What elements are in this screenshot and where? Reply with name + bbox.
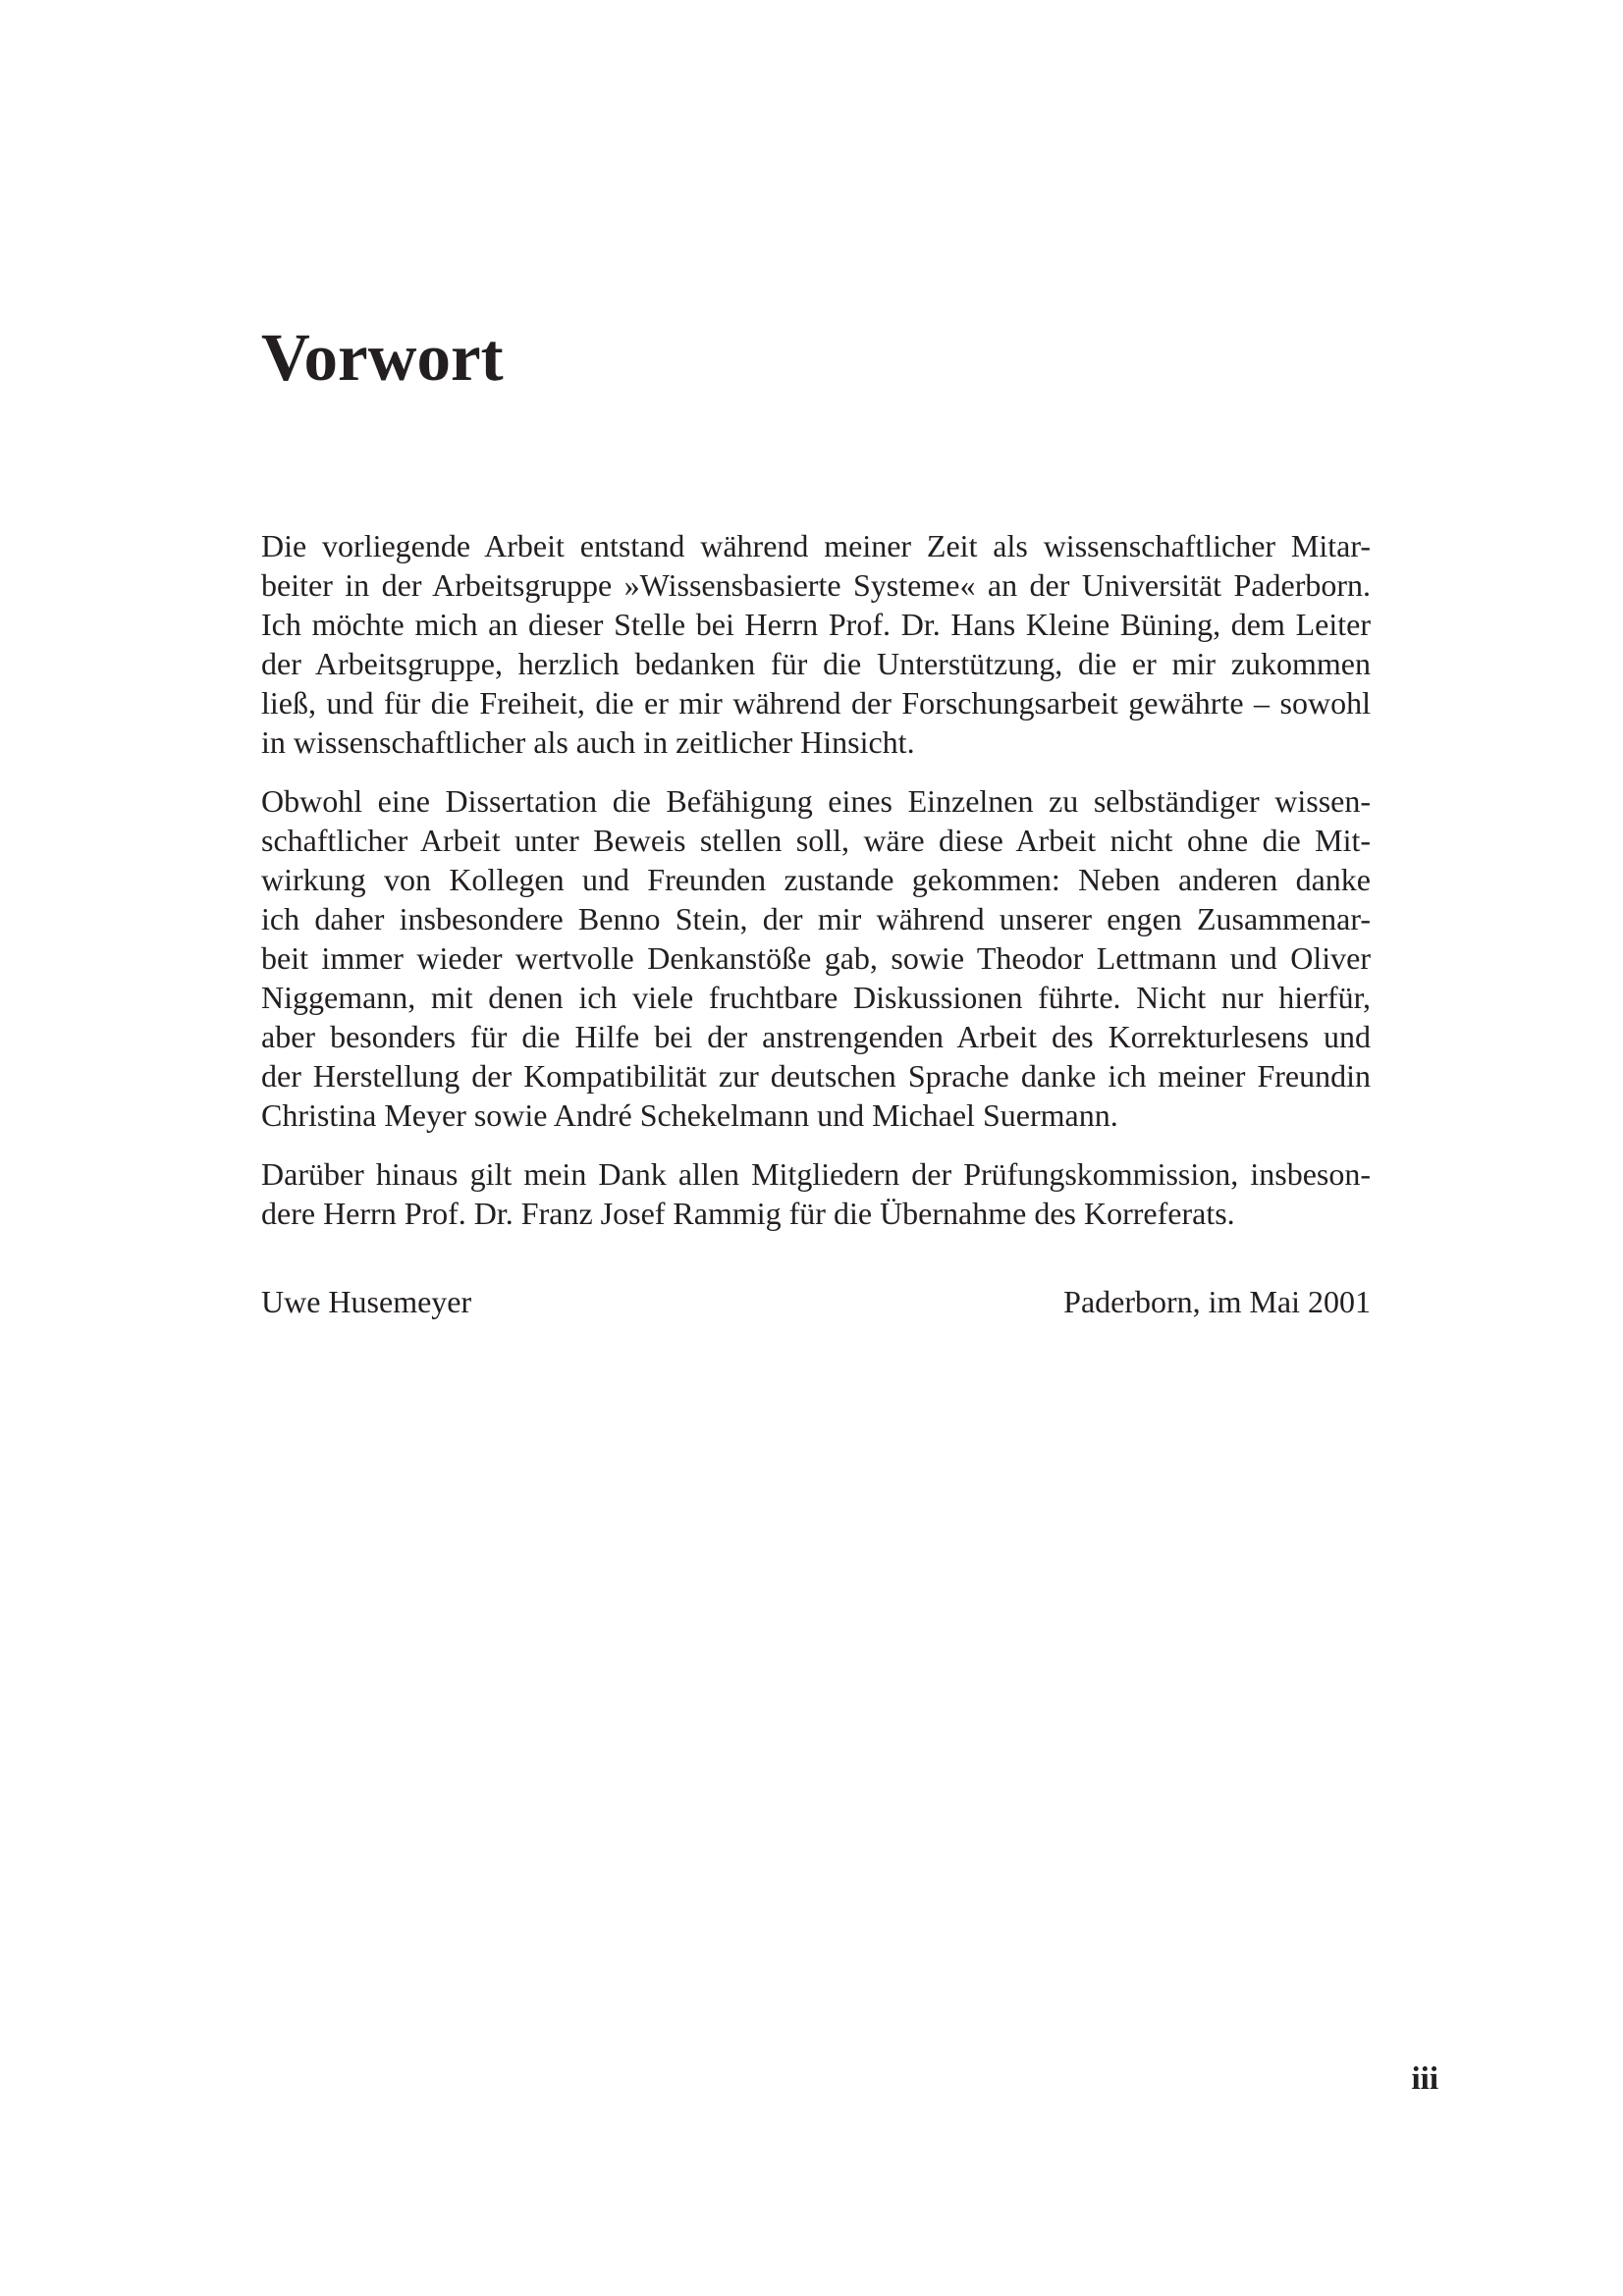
author-name: Uwe Husemeyer (261, 1284, 472, 1319)
text-line: aber besonders für die Hilfe bei der anstrengenden Arbeit des Korrekturlesens und (261, 1019, 1371, 1054)
place-date: Paderborn, im Mai 2001 (1063, 1284, 1371, 1319)
text-line: beiter in der Arbeitsgruppe »Wissensbasierte Systeme« an der Universität Paderborn. (261, 567, 1371, 603)
text-line: ich daher insbesondere Benno Stein, der mir während unserer engen Zusammenar- (261, 901, 1371, 936)
page-number: iii (1411, 2061, 1438, 2097)
paragraph-3 (261, 1154, 1371, 1233)
text-line: Darüber hinaus gilt mein Dank allen Mitgliedern der Prüfungskommission, insbeson- (261, 1156, 1371, 1192)
paragraph-2 (261, 781, 1371, 1135)
text-line: Die vorliegende Arbeit entstand während meiner Zeit als wissenschaftlicher Mitar- (261, 528, 1371, 563)
text-line: Obwohl eine Dissertation die Befähigung eines Einzelnen zu selbständiger wissen- (261, 783, 1371, 819)
page-title: Vorwort (261, 320, 504, 395)
text-line: der Herstellung der Kompatibilität zur deutschen Sprache danke ich meiner Freundin (261, 1058, 1371, 1094)
text-line: wirkung von Kollegen und Freunden zustande gekommen: Neben anderen danke (261, 862, 1371, 897)
signature-line (261, 1282, 1371, 1321)
text-line: der Arbeitsgruppe, herzlich bedanken für die Unterstützung, die er mir zukommen (261, 646, 1371, 681)
text-line: Christina Meyer sowie André Schekelmann und Michael Suermann. (261, 1097, 1118, 1133)
text-line: dere Herrn Prof. Dr. Franz Josef Rammig für die Übernahme des Korreferats. (261, 1196, 1235, 1231)
text-line: Ich möchte mich an dieser Stelle bei Herrn Prof. Dr. Hans Kleine Büning, dem Leiter (261, 607, 1371, 642)
body-text (261, 526, 1371, 1253)
text-line: ließ, und für die Freiheit, die er mir während der Forschungsarbeit gewährte – sowohl (261, 685, 1371, 721)
paragraph-1 (261, 526, 1371, 762)
text-line: schaftlicher Arbeit unter Beweis stellen soll, wäre diese Arbeit nicht ohne die Mit- (261, 823, 1371, 858)
text-line: beit immer wieder wertvolle Denkanstöße gab, sowie Theodor Lettmann und Oliver (261, 940, 1371, 976)
text-line: Niggemann, mit denen ich viele fruchtbare Diskussionen führte. Nicht nur hierfür, (261, 980, 1371, 1015)
text-line: in wissenschaftlicher als auch in zeitlicher Hinsicht. (261, 724, 915, 760)
